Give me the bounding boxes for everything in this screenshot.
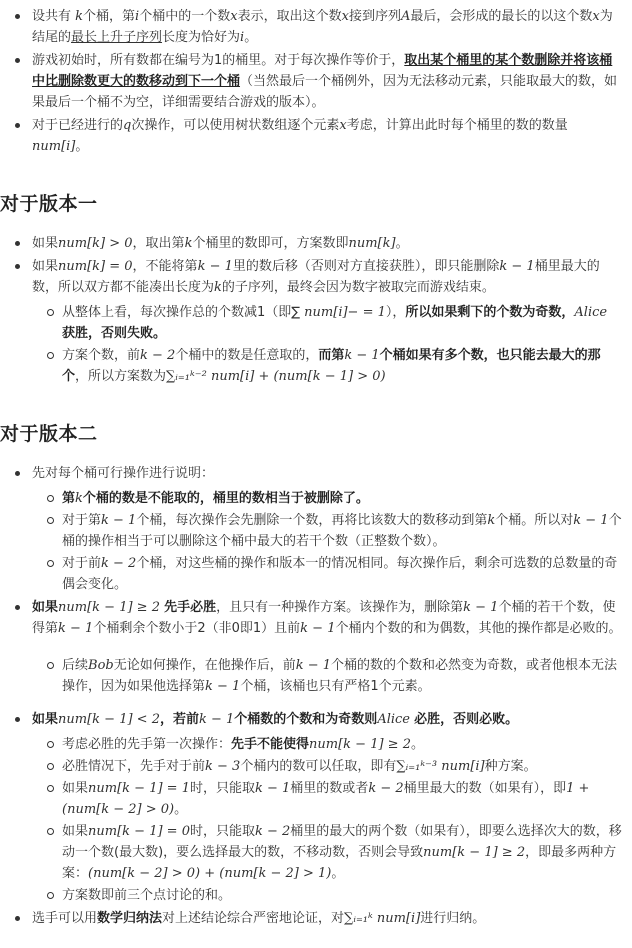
math-inline: k − 1 (198, 712, 235, 727)
math-inline: num[i] (32, 139, 76, 154)
math-inline: k − 1 (463, 600, 499, 615)
math-inline: Alice (377, 712, 415, 727)
emphasis-text: 先手不能使得 (231, 737, 310, 752)
math-inline: A (400, 9, 411, 24)
math-inline: ∑ᵢ₌₁ᵏ⁻² num[i] + (num[k − 1] > 0) (166, 369, 386, 384)
text-segment: 个桶的数的个数和必然变为奇数，或者他根本无法操作，因为如果他选择第 (62, 658, 618, 694)
emphasis-text: 必胜，否则必败。 (414, 712, 519, 727)
math-inline: k − 1 (58, 621, 94, 636)
math-inline: k − 1 (499, 259, 535, 274)
text-segment: ，且只有一种操作方案。该操作为，删除第 (216, 600, 464, 615)
list-item (0, 256, 622, 387)
math-inline: k (487, 513, 496, 528)
emphasis-text: 第 (62, 491, 76, 506)
math-inline: ∑ᵢ₌₁ᵏ num[i] (344, 911, 421, 926)
math-inline: num[k − 1] ≥ 2 (423, 845, 526, 860)
version-one-list (0, 233, 622, 387)
text-segment: 进行归纳。 (420, 911, 486, 926)
text-segment: 时，只能取 (189, 824, 255, 839)
text-segment: 设共有 (32, 9, 76, 24)
math-inline: k − 2 (140, 348, 176, 363)
sub-list (32, 734, 622, 906)
text-segment: 个桶，对这些桶的操作和版本一的情况相同。每次操作后，剩余可选数的总数量的奇偶会变化。 (62, 556, 618, 592)
text-segment: 。 (331, 866, 345, 881)
text-segment: ，不能将第 (132, 259, 198, 274)
text-segment: 如果 (62, 824, 89, 839)
math-inline: k − 3 (205, 759, 241, 774)
text-segment: 最后，会形成的最长的以这个数 (410, 9, 593, 24)
text-segment: 方案个数，前 (62, 348, 141, 363)
text-segment: 时，只能取 (189, 781, 255, 796)
sub-list-item (32, 510, 622, 552)
text-segment: 如果 (32, 236, 59, 251)
text-segment: 必胜情况下，先手对于前 (62, 759, 206, 774)
math-inline: x (230, 9, 238, 24)
list-item (0, 50, 622, 113)
math-inline: (num[k − 2] > 0) + (num[k − 2] > 1) (88, 866, 332, 881)
text-segment: 个桶里的数即可，方案数即 (192, 236, 349, 251)
text-segment: 无论如何操作，在他操作后，前 (113, 658, 296, 673)
emphasis-text: 获胜，否则失败。 (62, 326, 167, 341)
text-segment: 个桶，该桶也只有严格1个元素。 (240, 679, 431, 694)
math-inline: num[i]− = 1 (304, 305, 386, 320)
text-segment: 对于前 (62, 556, 102, 571)
text-segment: 个桶的若干个数，使得第 (32, 600, 616, 636)
text-segment: 桶里的数或者 (290, 781, 369, 796)
text-segment: 先对每个桶可行操作进行说明： (32, 466, 215, 481)
list-item (0, 233, 622, 254)
math-inline: Bob (88, 658, 114, 673)
text-segment: （当然最后一个桶例外，因为无法移动元素，只能取最大的数，如果最后一个桶不为空，详细需要结合游戏的版本）。 (32, 74, 618, 110)
math-inline: num[k] (348, 236, 396, 251)
text-segment: 考虑必胜的先手第一次操作： (62, 737, 232, 752)
text-segment: 的子序列，最终会因为数字被取完而游戏结束。 (221, 280, 495, 295)
text-segment: 种方案。 (484, 759, 537, 774)
math-inline: num[k − 1] ≥ 2 (58, 600, 165, 615)
text-segment: 个桶内的数可以任取，即有 (240, 759, 397, 774)
math-inline: k − 1 (300, 621, 336, 636)
intro-list (0, 6, 622, 157)
math-inline: k − 1 (205, 679, 241, 694)
text-segment: 桶里的最大的两个数（如果有），即要么选择次大的数，移动一个数(最大数)，要么选择最大的数，不移动数，否则会导致 (62, 824, 622, 860)
math-inline: i (240, 30, 245, 45)
sub-list-item (32, 553, 622, 595)
sub-list-item (32, 821, 622, 884)
math-inline: i (135, 9, 140, 24)
emphasis-text: 而第 (318, 348, 345, 363)
math-inline: k (75, 9, 84, 24)
text-segment: 对上述结论综合严密地论证，对 (162, 911, 345, 926)
math-inline: num[k] > 0 (58, 236, 133, 251)
text-segment: 从整体上看，每次操作总的个数减1（即∑ (62, 305, 305, 320)
text-segment: ，即最多两种方案： (62, 845, 617, 881)
sub-list-item (32, 756, 622, 777)
text-segment: 方案数即前三个点讨论的和。 (62, 888, 232, 903)
text-segment: 个桶，每次操作会先删除一个数，再将比该数大的数移动到第 (136, 513, 488, 528)
text-segment: 。 (244, 30, 258, 45)
emphasis-text: 数学归纳法 (97, 911, 163, 926)
math-inline: x (592, 9, 600, 24)
sub-list-item (32, 734, 622, 755)
list-item (0, 6, 622, 48)
text-segment: 考虑，计算出此时每个桶里的数的数量 (346, 118, 568, 133)
text-segment: 如果 (32, 259, 59, 274)
text-segment: 表示，取出这个数 (237, 9, 342, 24)
math-inline: k − 2 (101, 556, 137, 571)
sub-list-item (32, 345, 622, 387)
text-segment: 选手可以用 (32, 911, 98, 926)
text-segment: 对于已经进行的 (32, 118, 124, 133)
math-inline: k − 1 (101, 513, 137, 528)
text-segment: 个桶，第 (83, 9, 136, 24)
sub-list-item (32, 488, 622, 509)
math-inline: x (339, 118, 347, 133)
sub-list-item (32, 778, 622, 820)
math-inline: x (341, 9, 349, 24)
emphasis-text: ，若前 (159, 712, 199, 727)
math-inline: ∑ᵢ₌₁ᵏ⁻³ num[i] (396, 759, 485, 774)
math-inline: k (75, 491, 83, 506)
text-segment: 桶里最大的数，所以双方都不能凑出长度为 (32, 259, 600, 295)
list-item (0, 463, 622, 595)
text-segment: 。 (395, 236, 409, 251)
text-segment: 对于第 (62, 513, 102, 528)
sub-list (32, 655, 622, 697)
math-inline: num[k] = 0 (58, 259, 133, 274)
emphasis-text: 个桶数的个数和为奇数则 (234, 712, 378, 727)
sub-list (32, 302, 622, 387)
list-item (0, 709, 622, 906)
emphasis-text: 所以如果剩下的个数为奇数， (405, 305, 575, 320)
math-inline: k − 1 (295, 658, 332, 673)
math-inline: num[k − 1] < 2 (58, 712, 160, 727)
emphasis-text: 如果 (32, 600, 59, 615)
text-segment: 桶里最大的数（如果有），即 (403, 781, 567, 796)
text-segment: ）， (385, 305, 406, 320)
sub-list-item (32, 302, 622, 344)
list-item (0, 597, 622, 697)
text-segment: 后续 (62, 658, 89, 673)
text-segment: 个桶。所以对 (495, 513, 574, 528)
math-inline: Alice (574, 305, 608, 320)
section-heading-version-one: 对于版本一 (0, 193, 98, 215)
list-item (0, 908, 622, 929)
math-inline: num[k − 1] = 0 (88, 824, 190, 839)
text-segment: 接到序列 (348, 9, 401, 24)
text-segment: 。 (75, 139, 89, 154)
math-inline: k (184, 236, 193, 251)
text-segment: 为结尾的 (32, 9, 613, 45)
math-inline: k − 1 (573, 513, 609, 528)
text-segment: 长度为恰好为 (162, 30, 241, 45)
list-item (0, 115, 622, 157)
emphasis-text: 个桶如果有多个数，也只能去最大的那个 (62, 348, 601, 384)
math-inline: num[k − 1] = 1 (88, 781, 190, 796)
math-inline: k − 2 (368, 781, 404, 796)
sub-list (32, 488, 622, 595)
emphasis-text: 最长上升子序列 (71, 30, 163, 45)
sub-list-item (32, 655, 622, 697)
text-segment: 里的数后移（否则对方直接获胜），即只能删除 (232, 259, 500, 274)
math-inline: 1 + (num[k − 2] > 0) (62, 781, 590, 817)
text-segment: ，取出第 (132, 236, 185, 251)
emphasis-text: 如果 (32, 712, 59, 727)
math-inline: num[k − 1] ≥ 2 (309, 737, 411, 752)
math-inline: k − 2 (254, 824, 291, 839)
text-segment: 个桶的操作相当于可以删除这个桶中最大的若干个数（正整数个数）。 (62, 513, 622, 549)
section-heading-version-two: 对于版本二 (0, 423, 98, 445)
math-inline: k − 1 (197, 259, 233, 274)
math-inline: k − 1 (344, 348, 380, 363)
text-segment: 次操作，可以使用树状数组逐个元素 (131, 118, 340, 133)
math-inline: k (214, 280, 222, 295)
emphasis-text: 先手必胜 (164, 600, 217, 615)
text-segment: 个桶中的数是任意取的， (175, 348, 319, 363)
text-segment: 游戏初始时，所有数都在编号为1的桶里。对于每次操作等价于， (32, 53, 405, 68)
emphasis-text: 个桶的数是不能取的，桶里的数相当于被删除了。 (82, 491, 369, 506)
version-two-list (0, 463, 622, 929)
text-segment: 个桶中的一个数 (139, 9, 231, 24)
emphasis-text: 取出某个桶里的某个数删除并将该桶中比删除数更大的数移动到下一个桶 (32, 53, 613, 89)
text-segment: 如果 (62, 781, 89, 796)
text-segment: 个桶剩余个数小于2（非0即1）且前 (93, 621, 301, 636)
math-inline: q (123, 118, 132, 133)
sub-list-item (32, 885, 622, 906)
math-inline: k − 1 (254, 781, 291, 796)
text-segment: ，所以方案数为 (75, 369, 167, 384)
text-segment: 个桶内个数的和为偶数，其他的操作都是必败的。 (335, 621, 622, 636)
text-segment: 。 (174, 802, 188, 817)
text-segment: 。 (410, 737, 424, 752)
